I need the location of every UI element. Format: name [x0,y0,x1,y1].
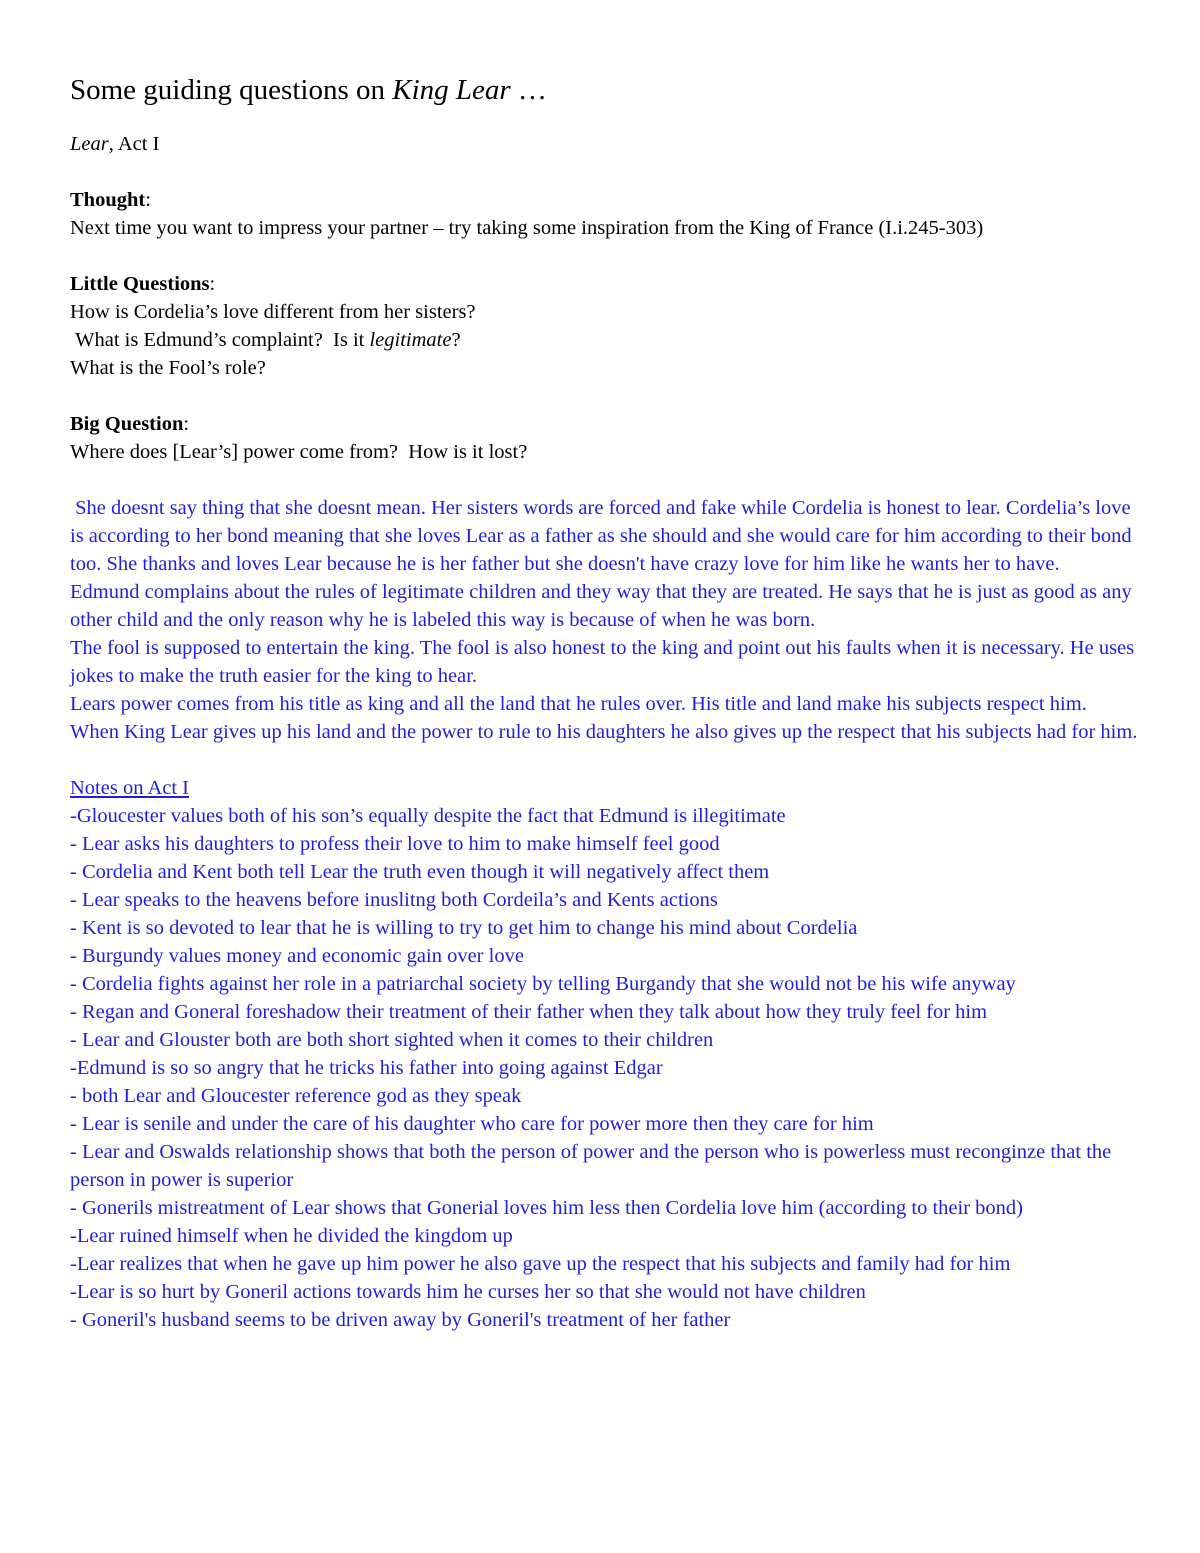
big-colon: : [183,413,190,435]
note-item: - Kent is so devoted to lear that he is willing to try to get him to change his mind about Cordelia [70,917,858,939]
note-item: - Goneril's husband seems to be driven away by Goneril's treatment of her father [70,1309,731,1331]
thought-text: Next time you want to impress your partner – try taking some inspiration from the King of France (I.i.245-303) [70,217,984,239]
title-suffix: … [510,74,547,106]
q2-italic: legitimate [369,329,452,351]
big-label-text: Big Question [70,413,184,435]
little-colon: : [209,273,216,295]
note-item: -Lear ruined himself when he divided the kingdom up [70,1225,513,1247]
note-item: - Lear is senile and under the care of his daughter who care for power more then they care for him [70,1113,874,1135]
answer-paragraph: Lears power comes from his title as king and all the land that he rules over. His title and land make his subjects respect him. When King Lear gives up his land and the power to rule to his daughters he also gives up the respect that his subjects had for him. [70,693,1138,743]
answer-paragraph: Edmund complains about the rules of legitimate children and they way that they are treated. He says that he is just as good as any other child and the only reason why he is labeled this way is because of when he was born. [70,581,1137,631]
title-prefix: Some guiding questions on [70,74,393,106]
big-question-text: Where does [Lear’s] power come from? How is it lost? [70,441,528,463]
note-item: - Gonerils mistreatment of Lear shows that Gonerial loves him less then Cordelia love him (according to their bond) [70,1197,1024,1219]
note-item: - Lear and Oswalds relationship shows that both the person of power and the person who is powerless must reconginze that the person in power is superior [70,1141,1117,1191]
notes-heading: Notes on Act I [70,777,189,799]
note-item: - Lear speaks to the heavens before inuslitng both Cordeila’s and Kents actions [70,889,718,911]
note-item: -Lear is so hurt by Goneril actions towards him he curses her so that she would not have children [70,1281,866,1303]
note-item: - Cordelia and Kent both tell Lear the truth even though it will negatively affect them [70,861,770,883]
note-item: - Regan and Goneral foreshadow their treatment of their father when they talk about how they truly feel for him [70,1001,988,1023]
note-item: - Cordelia fights against her role in a patriarchal society by telling Burgandy that she would not be his wife anyway [70,973,1016,995]
title-italic: King Lear [392,74,511,106]
act-heading [70,130,1140,158]
act-rest: , Act I [108,133,160,155]
thought-label-text: Thought [70,189,146,211]
note-item: -Gloucester values both of his son’s equally despite the fact that Edmund is illegitimate [70,805,786,827]
q2-suffix: ? [451,329,461,351]
little-question-1: How is Cordelia’s love different from her sisters? [70,301,476,323]
note-item: - Burgundy values money and economic gain over love [70,945,524,967]
little-question-3: What is the Fool’s role? [70,357,266,379]
little-label-text: Little Questions [70,273,210,295]
little-question-2 [70,326,1140,354]
little-questions-label [70,270,1140,298]
note-item: -Edmund is so so angry that he tricks his father into going against Edgar [70,1057,663,1079]
thought-label [70,186,1140,214]
notes-section [70,774,1140,1334]
note-item: - both Lear and Gloucester reference god as they speak [70,1085,522,1107]
note-item: -Lear realizes that when he gave up him power he also gave up the respect that his subjects and family had for him [70,1253,1011,1275]
note-item: - Lear and Glouster both are both short sighted when it comes to their children [70,1029,714,1051]
act-italic: Lear [70,133,109,155]
answer-paragraph: The fool is supposed to entertain the king. The fool is also honest to the king and point out his faults when it is necessary. He uses jokes to make the truth easier for the king to hear. [70,637,1140,687]
note-item: - Lear asks his daughters to profess their love to him to make himself feel good [70,833,720,855]
q2-prefix: What is Edmund’s complaint? Is it [70,329,370,351]
answer-paragraph: She doesnt say thing that she doesnt mean. Her sisters words are forced and fake while Cordelia is honest to lear. Cordelia’s love is according to her bond meaning that she loves Lear as a father as she should and she would care for him according to their bond too. She thanks and loves Lear because he is her father but she doesn't have crazy love for him like he wants her to have. [70,497,1137,575]
page-title [70,70,1140,110]
document-body [70,70,1140,1334]
thought-colon: : [145,189,151,211]
big-question-label [70,410,1140,438]
